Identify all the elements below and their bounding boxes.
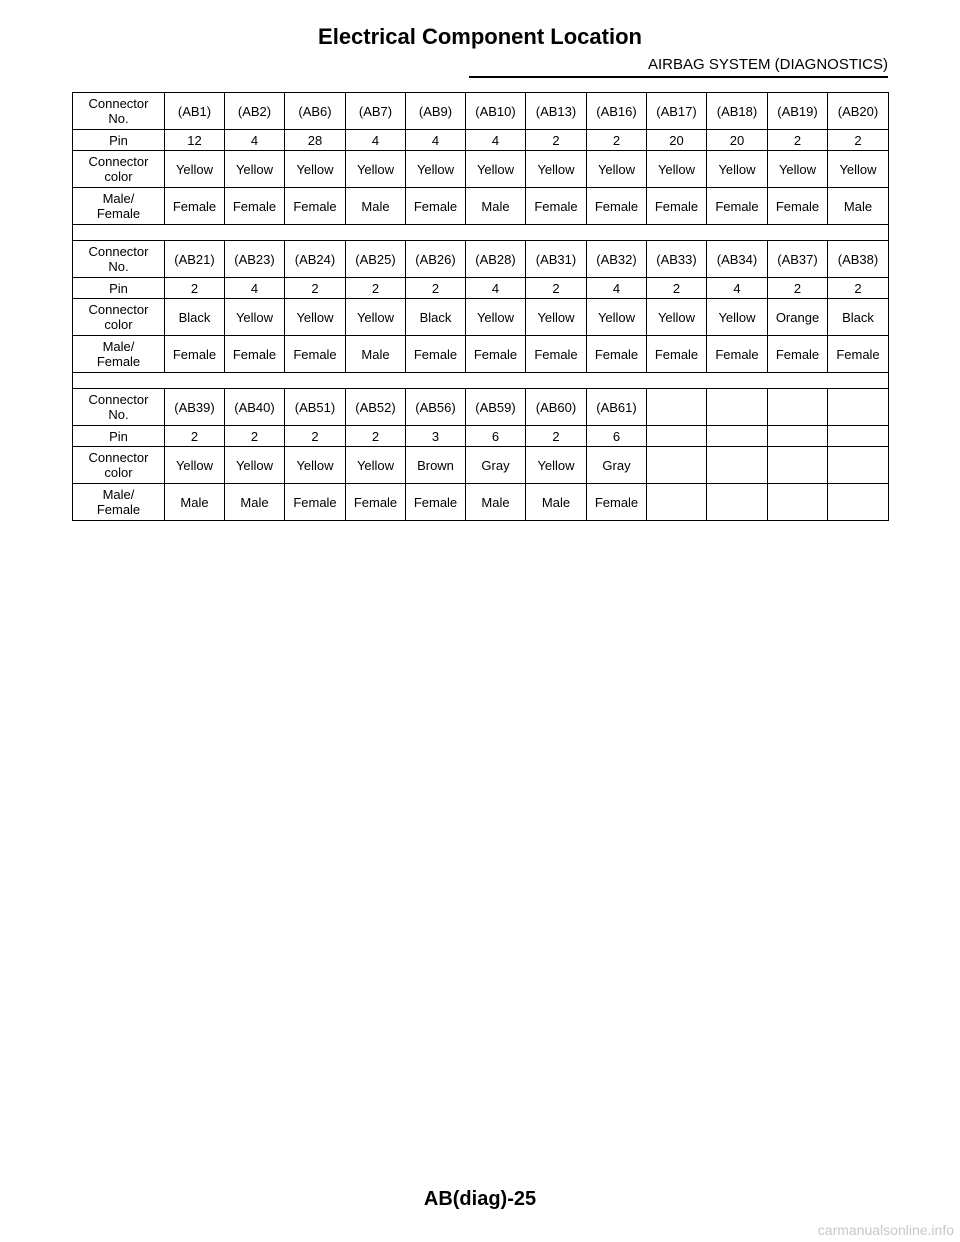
- table-cell: Yellow: [346, 151, 406, 188]
- table-cell: 2: [225, 426, 285, 447]
- table-cell: Yellow: [707, 299, 768, 336]
- table-cell: Yellow: [225, 299, 285, 336]
- table-row-connector-no: [73, 241, 889, 278]
- table-cell: (AB21): [165, 241, 225, 278]
- table-cell: Female: [406, 484, 466, 521]
- table-cell: Yellow: [587, 299, 647, 336]
- table-cell: Yellow: [346, 299, 406, 336]
- table-cell: (AB17): [647, 93, 707, 130]
- table-cell: Female: [587, 188, 647, 225]
- table-cell: Yellow: [225, 151, 285, 188]
- section-header: AIRBAG SYSTEM (DIAGNOSTICS): [647, 56, 888, 73]
- table-cell: (AB7): [346, 93, 406, 130]
- table-cell: Yellow: [406, 151, 466, 188]
- row-label-connector-no: Connector No.: [73, 389, 165, 426]
- table-cell: (AB40): [225, 389, 285, 426]
- table-cell: (AB60): [526, 389, 587, 426]
- table-cell: Yellow: [165, 447, 225, 484]
- table-cell: [647, 389, 707, 426]
- table-row-male-female: [73, 484, 889, 521]
- table-cell: Male: [828, 188, 889, 225]
- table-cell: (AB1): [165, 93, 225, 130]
- table-cell: [828, 447, 889, 484]
- table-cell: [768, 389, 828, 426]
- table-cell: (AB24): [285, 241, 346, 278]
- table-cell: 2: [165, 426, 225, 447]
- table-cell: Female: [647, 188, 707, 225]
- table-cell: 4: [406, 130, 466, 151]
- row-label-male-female: Male/ Female: [73, 188, 165, 225]
- table-cell: Female: [225, 188, 285, 225]
- table-cell: Female: [466, 336, 526, 373]
- table-cell: [647, 447, 707, 484]
- table-cell: Female: [346, 484, 406, 521]
- table-cell: Yellow: [466, 299, 526, 336]
- table-cell: (AB38): [828, 241, 889, 278]
- table-cell: Yellow: [647, 151, 707, 188]
- table-cell: Yellow: [466, 151, 526, 188]
- table-cell: Male: [466, 188, 526, 225]
- table-cell: Male: [346, 188, 406, 225]
- table-cell: [828, 484, 889, 521]
- table-cell: 2: [285, 278, 346, 299]
- page-number: AB(diag)-25: [423, 1188, 537, 1210]
- table-cell: (AB10): [466, 93, 526, 130]
- row-label-male-female: Male/ Female: [73, 336, 165, 373]
- table-cell: 2: [768, 278, 828, 299]
- table-cell: Female: [526, 336, 587, 373]
- table-cell: (AB9): [406, 93, 466, 130]
- table-cell: (AB26): [406, 241, 466, 278]
- table-cell: Gray: [466, 447, 526, 484]
- table-cell: 2: [587, 130, 647, 151]
- table-cell: (AB56): [406, 389, 466, 426]
- row-label-pin: Pin: [73, 130, 165, 151]
- table-cell: 4: [707, 278, 768, 299]
- table-cell: Female: [526, 188, 587, 225]
- table-cell: Female: [647, 336, 707, 373]
- table-cell: Yellow: [526, 151, 587, 188]
- table-row-pin: [73, 278, 889, 299]
- table-cell: (AB51): [285, 389, 346, 426]
- table-cell: (AB25): [346, 241, 406, 278]
- table-row-male-female: [73, 336, 889, 373]
- table-cell: Female: [707, 336, 768, 373]
- table-cell: Female: [406, 188, 466, 225]
- table-cell: (AB16): [587, 93, 647, 130]
- table-cell: Yellow: [647, 299, 707, 336]
- table-cell: Yellow: [285, 299, 346, 336]
- table-cell: 2: [285, 426, 346, 447]
- table-cell: Male: [165, 484, 225, 521]
- table-cell: Gray: [587, 447, 647, 484]
- table-cell: 2: [647, 278, 707, 299]
- table-cell: 12: [165, 130, 225, 151]
- table-cell: Yellow: [587, 151, 647, 188]
- row-label-pin: Pin: [73, 278, 165, 299]
- table-cell: (AB13): [526, 93, 587, 130]
- table-cell: (AB59): [466, 389, 526, 426]
- table-cell: (AB52): [346, 389, 406, 426]
- table-cell: 4: [466, 130, 526, 151]
- table-row-pin: [73, 426, 889, 447]
- table-cell: [768, 426, 828, 447]
- table-cell: 2: [346, 278, 406, 299]
- table-cell: (AB20): [828, 93, 889, 130]
- watermark: carmanualsonline.info: [817, 1222, 954, 1238]
- table-cell: [768, 484, 828, 521]
- table-cell: Female: [165, 336, 225, 373]
- table-cell: (AB6): [285, 93, 346, 130]
- table-cell: Yellow: [526, 299, 587, 336]
- table-cell: Female: [165, 188, 225, 225]
- table-cell: (AB37): [768, 241, 828, 278]
- table-cell: 6: [466, 426, 526, 447]
- table-cell: Male: [526, 484, 587, 521]
- table-cell: 2: [768, 130, 828, 151]
- table-cell: Male: [225, 484, 285, 521]
- table-cell: (AB19): [768, 93, 828, 130]
- table-cell: Orange: [768, 299, 828, 336]
- table-cell: 6: [587, 426, 647, 447]
- table-row-connector-color: [73, 447, 889, 484]
- table-cell: (AB33): [647, 241, 707, 278]
- table-cell: [707, 484, 768, 521]
- table-cell: [828, 389, 889, 426]
- table-cell: 4: [346, 130, 406, 151]
- table-cell: (AB23): [225, 241, 285, 278]
- header-rule: [469, 76, 888, 78]
- table-cell: 20: [707, 130, 768, 151]
- table-cell: Brown: [406, 447, 466, 484]
- table-cell: 2: [346, 426, 406, 447]
- table-cell: Female: [768, 188, 828, 225]
- table-cell: Female: [285, 484, 346, 521]
- table-cell: 28: [285, 130, 346, 151]
- table-cell: [828, 426, 889, 447]
- table-cell: (AB32): [587, 241, 647, 278]
- table-cell: Black: [828, 299, 889, 336]
- spacer-cell: [73, 373, 889, 389]
- table-cell: Yellow: [346, 447, 406, 484]
- table-cell: [707, 389, 768, 426]
- table-cell: [707, 447, 768, 484]
- row-label-connector-color: Connector color: [73, 151, 165, 188]
- table-cell: Yellow: [285, 447, 346, 484]
- table-cell: Female: [406, 336, 466, 373]
- table-cell: [768, 447, 828, 484]
- table-row-connector-color: [73, 299, 889, 336]
- spacer-cell: [73, 225, 889, 241]
- table-cell: Female: [587, 484, 647, 521]
- table-cell: (AB61): [587, 389, 647, 426]
- table-cell: Yellow: [768, 151, 828, 188]
- table-cell: Yellow: [285, 151, 346, 188]
- table-cell: 2: [526, 426, 587, 447]
- table-cell: 4: [466, 278, 526, 299]
- table-cell: 4: [587, 278, 647, 299]
- table-cell: Black: [406, 299, 466, 336]
- table-cell: (AB34): [707, 241, 768, 278]
- page-title: Electrical Component Location: [318, 24, 642, 49]
- table-cell: 2: [526, 130, 587, 151]
- table-cell: (AB18): [707, 93, 768, 130]
- table-cell: Male: [466, 484, 526, 521]
- row-label-connector-color: Connector color: [73, 447, 165, 484]
- table-cell: Female: [285, 336, 346, 373]
- table-cell: Female: [768, 336, 828, 373]
- table-cell: Yellow: [165, 151, 225, 188]
- table-cell: [647, 484, 707, 521]
- table-cell: Black: [165, 299, 225, 336]
- table-cell: 2: [165, 278, 225, 299]
- table-cell: Yellow: [225, 447, 285, 484]
- table-cell: (AB28): [466, 241, 526, 278]
- table-cell: Male: [346, 336, 406, 373]
- table-row-connector-color: [73, 151, 889, 188]
- table-cell: Female: [285, 188, 346, 225]
- table-body: [73, 93, 889, 521]
- row-label-pin: Pin: [73, 426, 165, 447]
- table-row-pin: [73, 130, 889, 151]
- table-row-male-female: [73, 188, 889, 225]
- table-cell: (AB31): [526, 241, 587, 278]
- table-spacer-row: [73, 225, 889, 241]
- table-cell: 3: [406, 426, 466, 447]
- table-spacer-row: [73, 373, 889, 389]
- table-cell: 2: [526, 278, 587, 299]
- table-row-connector-no: [73, 389, 889, 426]
- table-cell: (AB39): [165, 389, 225, 426]
- table-cell: Female: [225, 336, 285, 373]
- row-label-connector-color: Connector color: [73, 299, 165, 336]
- row-label-connector-no: Connector No.: [73, 93, 165, 130]
- table-cell: [647, 426, 707, 447]
- row-label-connector-no: Connector No.: [73, 241, 165, 278]
- table-cell: 2: [828, 278, 889, 299]
- table-cell: [707, 426, 768, 447]
- connector-table: [72, 92, 889, 521]
- table-cell: Yellow: [828, 151, 889, 188]
- table-cell: Yellow: [707, 151, 768, 188]
- table-cell: (AB2): [225, 93, 285, 130]
- table-cell: 4: [225, 130, 285, 151]
- table-cell: 2: [828, 130, 889, 151]
- table-cell: Yellow: [526, 447, 587, 484]
- table-row-connector-no: [73, 93, 889, 130]
- table-cell: 20: [647, 130, 707, 151]
- table-cell: Female: [587, 336, 647, 373]
- row-label-male-female: Male/ Female: [73, 484, 165, 521]
- table-cell: 4: [225, 278, 285, 299]
- table-cell: Female: [828, 336, 889, 373]
- table-cell: Female: [707, 188, 768, 225]
- table-cell: 2: [406, 278, 466, 299]
